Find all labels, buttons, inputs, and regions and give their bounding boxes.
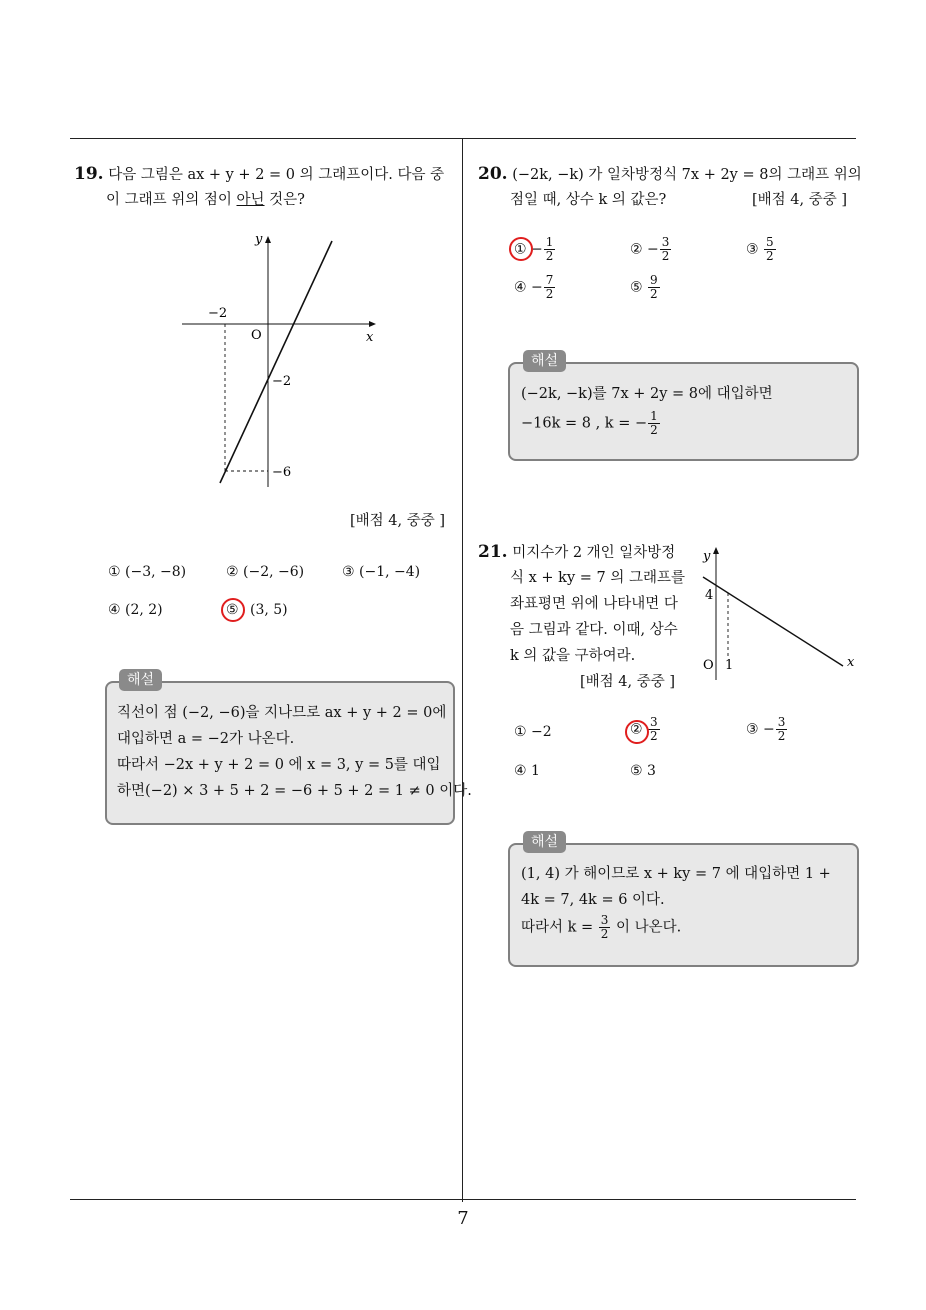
q21-graph [695, 540, 860, 685]
q19-option-5-marker[interactable]: ⑤ [226, 602, 239, 618]
q21-option-3-marker: ③ [746, 721, 759, 738]
q21-text-1: 미지수가 2 개인 일차방정 [512, 545, 676, 561]
q21-option-2-frac [648, 716, 660, 743]
q20-option-5[interactable] [630, 274, 661, 301]
q21-option-1[interactable]: ① −2 [514, 724, 552, 740]
q19-text-2b: 것은? [264, 192, 305, 208]
q21-option-3[interactable] [746, 716, 788, 743]
q19-option-1[interactable]: ① (−3, −8) [108, 564, 187, 580]
q21-line1 [478, 542, 675, 563]
frac-num: 1 [545, 235, 554, 249]
q20-number: 20. [478, 164, 508, 184]
q21-text-2: 식 x + ky = 7 의 그래프를 [510, 570, 685, 586]
q20-option-4-frac [544, 274, 556, 301]
frac-den: 2 [600, 927, 609, 941]
q19-line-graph [220, 241, 332, 483]
q20-option-4[interactable] [514, 274, 556, 301]
q21-y-tick: 4 [705, 588, 714, 603]
q19-points: [배점 4, 중중 ] [350, 513, 446, 529]
q19-line2 [106, 190, 305, 210]
q20-option-2[interactable] [630, 236, 672, 263]
q20-exp-2-frac [648, 410, 660, 437]
q19-exp-1: 직선이 점 (−2, −6)을 지나므로 ax + y + 2 = 0에 [117, 705, 447, 721]
q21-origin: O [703, 658, 714, 673]
q19-option-4[interactable]: ④ (2, 2) [108, 602, 163, 618]
q19-y-tick-a: −2 [272, 374, 292, 389]
q21-option-5[interactable]: ⑤ 3 [630, 763, 656, 779]
q20-option-2-marker: ② [630, 241, 643, 258]
q21-exp-3-frac [599, 914, 611, 941]
q20-explanation-tag: 해설 [523, 350, 566, 372]
q20-option-4-marker: ④ [514, 279, 527, 296]
frac-num: 9 [650, 273, 658, 287]
q20-answer-circle [509, 237, 533, 261]
q20-option-2-sign: − [647, 241, 659, 258]
q20-option-5-frac [648, 274, 660, 301]
q19-text-2a: 이 그래프 위의 점이 [106, 192, 237, 208]
frac-num: 3 [650, 715, 658, 729]
q21-line-graph [703, 577, 843, 666]
q19-exp-4: 하면(−2) × 3 + 5 + 2 = −6 + 5 + 2 = 1 ≠ 0 이다. [117, 783, 472, 799]
frac-num: 1 [650, 409, 658, 423]
q20-option-3-marker: ③ [746, 241, 759, 258]
q19-origin: O [251, 328, 262, 343]
q19-x-tick: −2 [208, 306, 228, 321]
q19-graph [170, 225, 390, 495]
q20-option-1-frac [544, 236, 556, 263]
q20-points: [배점 4, 중중 ] [752, 192, 848, 208]
q20-text-1: (−2k, −k) 가 일차방정식 7x + 2y = 8의 그래프 위의 [512, 167, 862, 183]
frac-num: 3 [600, 913, 609, 927]
q20-line1 [478, 164, 862, 185]
q20-exp-2-text: −16k = 8 , k = − [521, 415, 648, 432]
q19-text-1: 다음 그림은 ax + y + 2 = 0 의 그래프이다. 다음 중 [108, 167, 445, 183]
q21-option-4[interactable]: ④ 1 [514, 763, 540, 779]
q21-option-3-sign: − [763, 721, 775, 738]
q21-answer-circle [625, 720, 649, 744]
q19-exp-2: 대입하면 a = −2가 나온다. [117, 731, 295, 747]
q20-option-5-marker: ⑤ [630, 279, 643, 296]
frac-den: 2 [777, 729, 786, 743]
q21-y-label: y [703, 549, 711, 564]
q21-x-label: x [847, 655, 855, 670]
q21-exp-3-text: 따라서 k = [521, 919, 594, 936]
frac-den: 2 [650, 287, 658, 301]
q20-option-4-sign: − [531, 279, 543, 296]
q21-points: [배점 4, 중중 ] [580, 674, 676, 690]
q19-y-tick-b: −6 [272, 465, 292, 480]
q21-text-5: k 의 값을 구하여라. [510, 648, 636, 664]
q21-option-3-frac [776, 716, 788, 743]
q20-exp-2 [521, 410, 661, 437]
bottom-rule [70, 1199, 856, 1200]
frac-num: 3 [777, 715, 786, 729]
page-number: 7 [457, 1208, 469, 1229]
q19-option-3[interactable]: ③ (−1, −4) [342, 564, 421, 580]
q20-exp-1: (−2k, −k)를 7x + 2y = 8에 대입하면 [521, 386, 773, 402]
q19-line1 [74, 164, 444, 185]
q21-x-tick: 1 [725, 658, 734, 673]
frac-num: 7 [545, 273, 554, 287]
q19-number: 19. [74, 164, 104, 184]
q20-option-3-frac [764, 236, 776, 263]
q21-number: 21. [478, 542, 508, 562]
q19-explanation-tag: 해설 [119, 669, 162, 691]
column-divider [462, 138, 463, 1202]
frac-num: 3 [661, 235, 670, 249]
frac-num: 5 [766, 235, 774, 249]
q20-option-3[interactable] [746, 236, 777, 263]
frac-den: 2 [661, 249, 670, 263]
q21-exp-1: (1, 4) 가 해이므로 x + ky = 7 에 대입하면 1 + [521, 866, 831, 882]
frac-den: 2 [650, 423, 658, 437]
q20-line2: 점일 때, 상수 k 의 값은? [510, 192, 667, 208]
q21-exp-3-tail: 이 나온다. [616, 919, 682, 936]
q21-option-2-marker: ② [630, 721, 643, 738]
q19-option-2[interactable]: ② (−2, −6) [226, 564, 305, 580]
q19-x-label: x [366, 330, 374, 345]
q21-text-3: 좌표평면 위에 나타내면 다 [510, 596, 678, 612]
q19-answer-circle [221, 598, 245, 622]
q20-option-1-marker: ① [514, 241, 527, 258]
q19-y-label: y [255, 232, 263, 247]
q19-underlined-word: 아닌 [236, 192, 265, 208]
frac-den: 2 [545, 249, 554, 263]
q19-option-5-value[interactable]: (3, 5) [250, 602, 288, 618]
q21-exp-2: 4k = 7, 4k = 6 이다. [521, 892, 665, 908]
frac-den: 2 [545, 287, 554, 301]
frac-den: 2 [650, 729, 658, 743]
q21-exp-3 [521, 914, 681, 941]
q19-exp-3: 따라서 −2x + y + 2 = 0 에 x = 3, y = 5를 대입 [117, 757, 441, 773]
q21-text-4: 음 그림과 같다. 이때, 상수 [510, 622, 678, 638]
q21-explanation-tag: 해설 [523, 831, 566, 853]
top-rule [70, 138, 856, 139]
q20-option-1-sign: − [531, 241, 543, 258]
q20-option-2-frac [660, 236, 672, 263]
frac-den: 2 [766, 249, 774, 263]
